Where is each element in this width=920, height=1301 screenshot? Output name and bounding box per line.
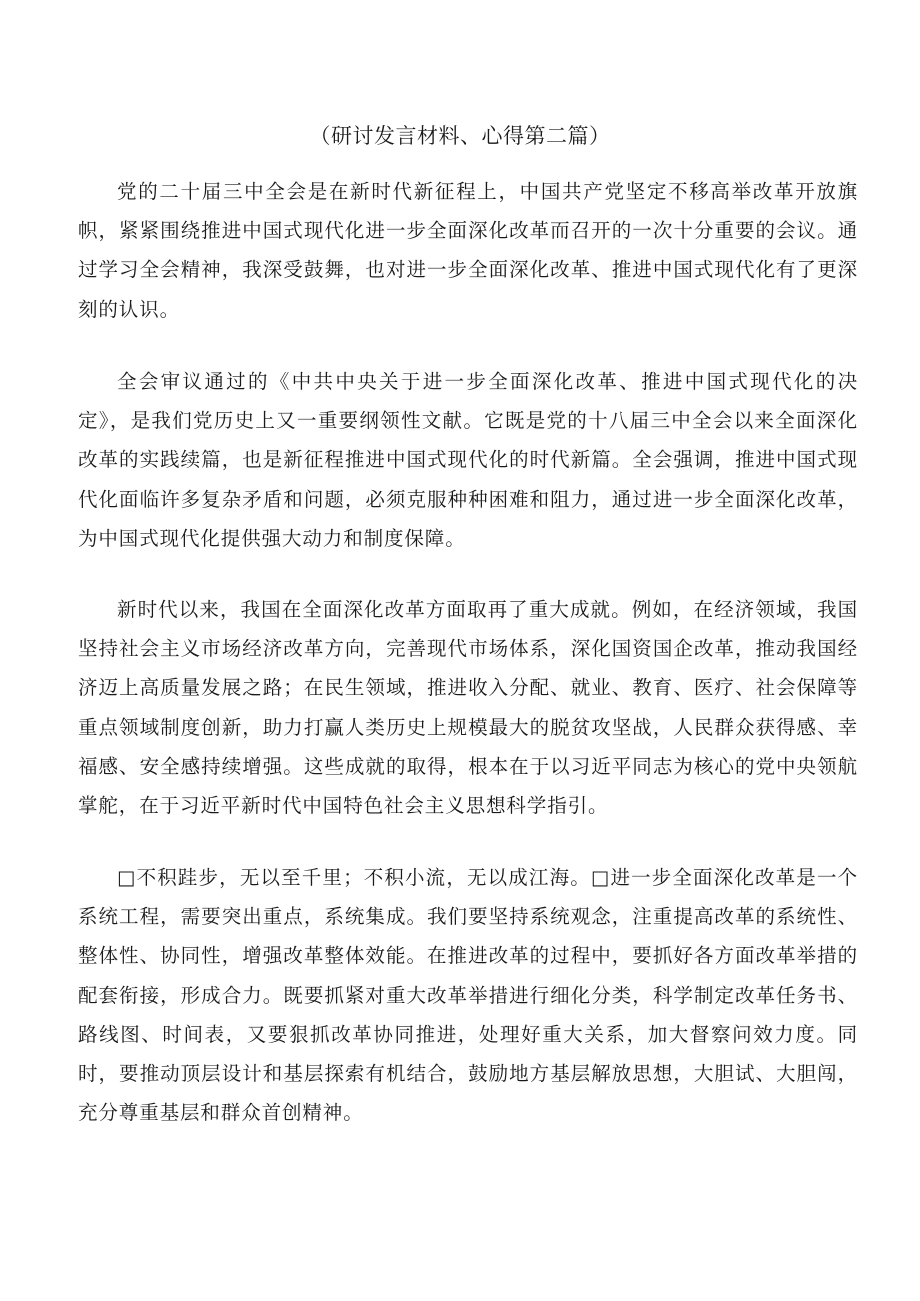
paragraph-2: 全会审议通过的《中共中央关于进一步全面深化改革、推进中国式现代化的决定》，是我们党历史上又一重要纲领性文献。它既是党的十八届三中全会以来全面深化改革的实践续篇，也是新征程推进中国式现代化的时代新篇。全会强调，推进中国式现代化面临许多复杂矛盾和问题，必须克服种种困难和阻力，通过进一步全面深化改革，为中国式现代化提供强大动力和制度保障。 (78, 370, 858, 550)
paragraph-3: 新时代以来，我国在全面深化改革方面取再了重大成就。例如，在经济领域，我国坚持社会主义市场经济改革方向，完善现代市场体系，深化国资国企改革，推动我国经济迈上高质量发展之路；在民生领域，推进收入分配、就业、教育、医疗、社会保障等重点领域制度创新，助力打赢人类历史上规模最大的脱贫攻坚战，人民群众获得感、幸福感、安全感持续增强。这些成就的取得，根本在于以习近平同志为核心的党中央领航掌舵，在于习近平新时代中国特色社会主义思想科学指引。 (78, 598, 858, 818)
document-title: （研讨发言材料、心得第二篇） (309, 124, 611, 148)
paragraph-4: □不积跬步，无以至千里；不积小流，无以成江海。□进一步全面深化改革是一个系统工程，需要突出重点，系统集成。我们要坚持系统观念，注重提高改革的系统性、整体性、协同性，增强改革整体效能。在推进改革的过程中，要抓好各方面改革举措的配套衔接，形成合力。既要抓紧对重大改革举措进行细化分类，科学制定改革任务书、路线图、时间表，又要狠抓改革协同推进，处理好重大关系，加大督察问效力度。同时，要推动顶层设计和基层探索有机结合，鼓励地方基层解放思想，大胆试、大胆闯，充分尊重基层和群众首创精神。 (78, 866, 858, 1125)
paragraph-1: 党的二十届三中全会是在新时代新征程上，中国共产党坚定不移高举改革开放旗帜，紧紧围绕推进中国式现代化进一步全面深化改革而召开的一次十分重要的会议。通过学习全会精神，我深受鼓舞，也对进一步全面深化改革、推进中国式现代化有了更深刻的认识。 (78, 180, 858, 321)
